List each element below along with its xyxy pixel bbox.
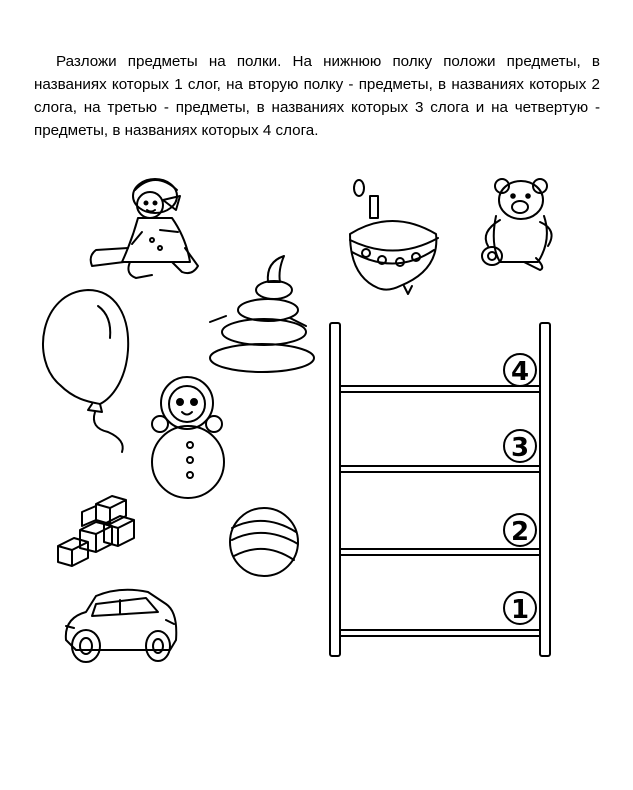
cubes-icon xyxy=(58,496,134,566)
shelf-label-3 xyxy=(504,430,536,463)
shelf-label-1 xyxy=(504,592,536,625)
shelf-label-3-text: 3 xyxy=(510,433,530,463)
ball-icon xyxy=(230,508,298,576)
teddy-bear-icon xyxy=(482,179,552,270)
shelf-label-4-text: 4 xyxy=(510,357,530,387)
doll-icon xyxy=(91,179,198,278)
roly-poly-icon xyxy=(152,377,224,498)
shelf-label-1-text: 1 xyxy=(510,595,530,625)
shelf-label-4 xyxy=(504,354,536,387)
shelf-1 xyxy=(340,630,540,636)
shelf-label-2 xyxy=(504,514,536,547)
car-icon xyxy=(66,590,176,662)
shelf-label-2-text: 2 xyxy=(510,517,530,547)
shelf-3 xyxy=(340,466,540,472)
shelf-2 xyxy=(340,549,540,555)
instructions-text: Разложи предметы на полки. На нижнюю полку положи предметы, в названиях которых 1 слог, на вторую полку - предметы, в названиях которых 2 слога, на третью - предметы, в названиях которых 3 слога и на четвертую - предметы, в названиях которых 4 слога. xyxy=(34,53,600,139)
spinning-top-icon xyxy=(350,180,438,294)
balloon-icon xyxy=(43,290,128,452)
pyramid-toy-icon xyxy=(210,256,314,372)
